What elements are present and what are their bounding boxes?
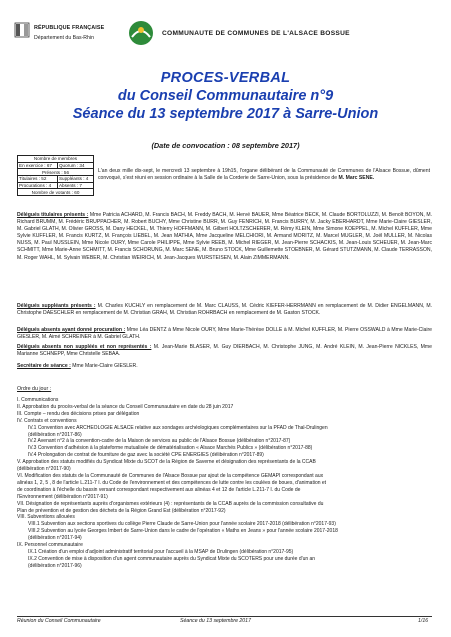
procuration-text: Mme Léa DENTZ à Mme Nicole OURY, Mme Marie-Thérèse DOLLE à M. Michel KUFFLER, M. Pierre OSSWALD à Mme Marie-Claire GIESLER, M. Aimé SCHREINER à M. Gabriel GLATH. xyxy=(17,327,432,341)
intro-text: L'an deux mille dix-sept, le mercredi 13 septembre à 19h15, l'organe délibérant de la Communauté de Communes de l'Alsace Bossue, dûment convoqué, s'est réuni en session ordinaire à la Salle de la Corderie de Sarre-Union, sous la présidence de xyxy=(98,168,430,182)
absents-text: M. Jean-Marie BLASER, M. Guy DIERBACH, M. Christophe JUNG, M. André KLEIN, M. Jean-Pierre NICKLES, Mme Marianne SCHNEPP, Mme Christelle SEBAA. xyxy=(17,344,432,358)
footer-left: Réunion du Conseil Communautaire xyxy=(17,618,101,624)
titulaires-text: Mme Patricia ACHARD, M. Francis BACH, M. Freddy BACH, M. Hervé BAUER, Mme Béatrice BECK, M. Claude BORTOLUZZI, M. Benoît BOYON, M. Richard BRUMM, M. Frédéric BRUPPACHER, M. Robert BUCHY, Mme Christine BURR, M. Guy FENRICH, M. Francis BURRY, M. Jacky EBERHARDT, Mme Marie-Claire GIESLER, M. Gabriel GLATH, M. Olivier GROSS, M. Dany HECKEL, M. Thierry HOFFMANN, M. Gilbert HOLTZSCHERER, M. Rémy KLEIN, Mme Simone KOEPPEL, M. Michel KUFFLER, Mme Sylvie KUFFLER, M. Francis KURTZ, M. François LIEBEL, M. Jean MATHIA, Mme Jacqueline MELCHIORI, M. Armand MORITZ, M. Marcel MUGLER, M. Joël MULLER, M. Nicolas NUSS, M. Paul NUSSLEIN, Mme Nicole OURY, Mme Carole PHILIPPE, Mme Sylvie REEB, M. Michel RIEGER, M. Jean-Pierre SCHACKIS, M. Jean-Louis SCHEUER, M. Jean-Marc SCHMITT, Mme Marie-Anne SCHMITT, M. Francis SCHORUNG, M. Marc SENE, M. Bruno STOCK, Mme Guillemette STOEBNER, M. Gérard STUTZMANN, M. Claude TERRASSON, M. Roger WAHL, M. Sylvain WEBER, M. Christian WEIRICH, M. Jean-Jacques WURSTEISEN, M. Alain ZIMMERMANN. xyxy=(17,212,433,261)
republic-emblem-icon xyxy=(14,22,30,38)
secretaire-text: Mme Marie-Claire GIESLER. xyxy=(72,363,138,369)
titulaires-paragraph xyxy=(17,212,432,262)
suppleants-label: Délégués suppléants présents : xyxy=(17,303,96,309)
members-suppleants: Suppléants : 4 xyxy=(57,176,93,183)
intro-paragraph xyxy=(98,168,430,182)
document-title: PROCES-VERBAL xyxy=(160,70,291,86)
agenda-item: IX. Personnel communautaire xyxy=(17,542,83,549)
agenda-item: de coordination à l'échelle du bassin versant correspondant respectivement aux alinéas 4 et 12 de l'article L.211-7 I. du Code de xyxy=(17,486,301,493)
agenda-item: alinéas 1, 2, 5 , 8 de l'article L.211-7 I. du Code de l'environnement et des compétences de lutte contre les coulées de boues, d'animation et xyxy=(17,479,327,486)
agenda-item: (délibération n°2017-90) xyxy=(17,466,71,473)
suppleants-paragraph xyxy=(17,303,432,317)
agenda-item: I. Communications xyxy=(17,397,59,403)
procuration-paragraph xyxy=(17,327,432,341)
secretaire-paragraph xyxy=(17,363,432,370)
agenda-item: VII. Désignation de représentants auprès d'organismes extérieurs (4) : représentants de la CCAB auprès de la commission consultative du xyxy=(17,500,324,507)
members-titulaires: Titulaires : 52 xyxy=(18,176,58,183)
members-absents: Absents : 7 xyxy=(57,182,93,189)
agenda-item: (délibération n°2017-86) xyxy=(28,431,82,438)
agenda-item: V. Approbation des statuts modifiés du Syndicat Mixte du SCOT de la Région de Saverne et désignation des représentants de la CCAB xyxy=(17,459,316,466)
republique-label: RÉPUBLIQUE FRANÇAISE xyxy=(34,25,105,31)
ordre-du-jour-heading: Ordre du jour : xyxy=(17,386,52,392)
absents-label: Délégués absents non suppléés et non représentés : xyxy=(17,344,152,350)
footer-divider xyxy=(17,616,432,617)
absents-paragraph xyxy=(17,344,432,358)
agenda-item: VIII.1 Subvention aux sections sportives du collège Pierre Claude de Sarre-Union pour l'année scolaire 2017-2018 (délibération n°2017-93) xyxy=(28,521,336,528)
agenda-item: (délibération n°2017-96) xyxy=(28,562,82,569)
agenda-item: Plan de prévention et de gestion des déchets de la Région Grand Est (délibération n°2017-92) xyxy=(17,507,226,514)
members-presents: Présents : 56 xyxy=(18,169,94,176)
agenda-item: l'Environnement (délibération n°2017-91) xyxy=(17,493,108,500)
agenda-item: VIII. Subventions allouées xyxy=(17,514,75,521)
members-procurations: Procurations : 4 xyxy=(18,182,58,189)
titulaires-label: Délégués titulaires présents : xyxy=(17,212,89,218)
members-heading: Nombre de membres xyxy=(18,156,94,163)
members-table xyxy=(17,155,94,196)
agenda-item: III. Compte – rendu des décisions prises par délégation xyxy=(17,410,140,417)
community-logo-icon xyxy=(128,20,154,46)
convocation-date: (Date de convocation : 08 septembre 2017) xyxy=(151,141,300,150)
footer-page-number: 1/16 xyxy=(418,618,429,624)
agenda-list xyxy=(17,397,437,570)
secretaire-label: Secrétaire de séance : xyxy=(17,363,71,369)
agenda-item: VI. Modification des statuts de la Communauté de Communes de l'Alsace Bossue par ajout de la compétence GEMAPI correspondant aux xyxy=(17,472,324,479)
agenda-item: (délibération n°2017-94) xyxy=(28,535,82,542)
departement-label: Département du Bas-Rhin xyxy=(34,35,94,41)
members-quorum: Quorum : 34 xyxy=(57,162,93,169)
communaute-title: COMMUNAUTE DE COMMUNES DE L'ALSACE BOSSUE xyxy=(162,30,350,37)
agenda-item: IV. Contrats et conventions xyxy=(17,417,77,424)
council-number: du Conseil Communautaire n°9 xyxy=(117,88,334,104)
agenda-item: IV.2 Avenant n°2 à la convention-cadre de la Maison de services au public de l'Alsace Bossue (délibération n°2017-87) xyxy=(28,438,291,445)
agenda-item: IV.1 Convention avec ARCHEOLOGIE ALSACE relative aux sondages archéologiques complémentaires sur la PFAD de Thal-Drulingen xyxy=(28,424,328,431)
members-exercice: En exercice : 67 xyxy=(18,162,58,169)
agenda-item: VIII.2 Subvention au lycée Georges Imbert de Sarre-Union dans le cadre de l'opération « Maths en Jeans » pour l'année scolaire 2017-2018 xyxy=(28,528,338,535)
agenda-item: II. Approbation du procès-verbal de la séance du Conseil Communautaire en date du 28 juin 2017 xyxy=(17,403,234,410)
suppleants-text: M. Charles KUCHLY en remplacement de M. Marc CLAUSS, M. Cédric KIEFER-HERRMANN en remplacement de M. Didier ENGELMANN, M. Christophe DAESCHLER en remplacement de M. Christian GRAH, M. Christian ROHRBACH en remplacement de M. Gaston STOCK. xyxy=(17,303,432,317)
footer-center: Séance du 13 septembre 2017 xyxy=(180,618,251,624)
members-votants: Nombre de votants : 60 xyxy=(18,189,94,196)
president-name: M. Marc SENE. xyxy=(338,175,375,182)
procuration-label: Délégués absents ayant donné procuration : xyxy=(17,327,126,333)
session-date: Séance du 13 septembre 2017 à Sarre-Union xyxy=(72,106,379,122)
agenda-item: IX.1 Création d'un emploi d'adjoint administratif territorial pour l'accueil à la MSAP de Drulingen (délibération n°2017-95) xyxy=(28,548,294,555)
agenda-item: IX.2 Convention de mise à disposition d'un agent communautaire auprès du Syndicat Mixte du SCOTERS pour une durée d'un an xyxy=(28,555,316,562)
agenda-item: IV.4 Prolongation de contrat de fourniture de gaz avec la société CPE ENERGIES (délibération n°2017-89) xyxy=(28,452,264,459)
agenda-item: IV.3 Convention d'adhésion à la plateforme mutualisée de dématérialisation « Alsace Marchés Publics » (délibération n°2017-88) xyxy=(28,445,313,452)
